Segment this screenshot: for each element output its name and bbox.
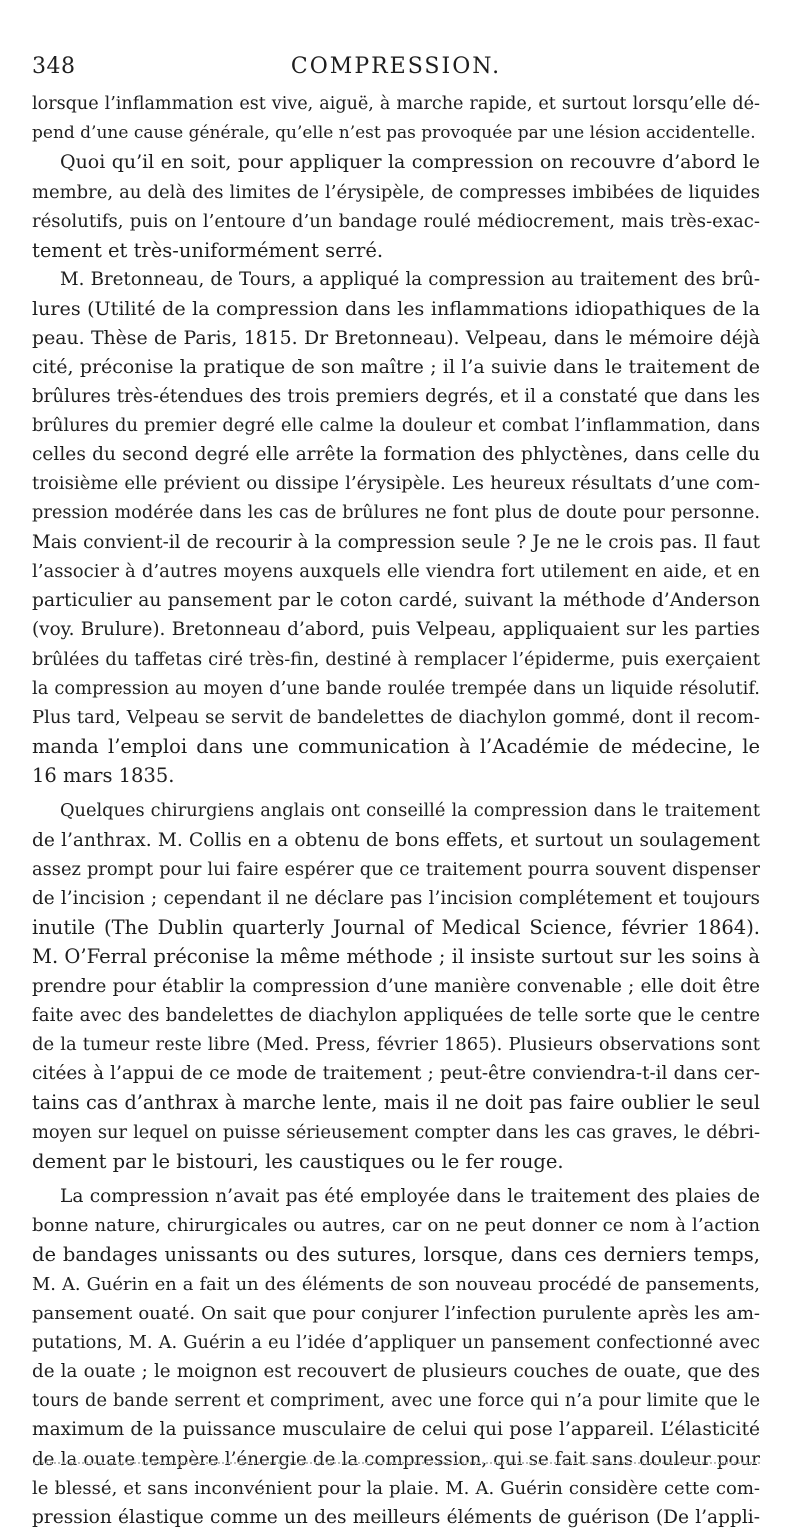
- text-line: celles du second degré elle arrête la formation des phlyctènes, dans celle du: [32, 444, 760, 466]
- text-line: troisième elle prévient ou dissipe l’érysipèle. Les heureux résultats d’une com-: [32, 473, 760, 495]
- text-line: la compression au moyen d’une bande roulée trempée dans un liquide résolutif.: [32, 677, 760, 699]
- text-line: pend d’une cause générale, qu’elle n’est pas provoquée par une lésion accidentelle.: [32, 123, 756, 144]
- text-line: tains cas d’anthrax à marche lente, mais il ne doit pas faire oublier le seul: [32, 1091, 760, 1115]
- text-line: peau. Thèse de Paris, 1815. Dr Bretonneau). Velpeau, dans le mémoire déjà: [32, 327, 760, 349]
- text-line: assez prompt pour lui faire espérer que ce traitement pourra souvent dispenser: [32, 858, 760, 880]
- text-line: de l’anthrax. M. Collis en a obtenu de bons effets, et surtout un soulagement: [32, 829, 760, 851]
- text-line: résolutifs, puis on l’entoure d’un bandage roulé médiocrement, mais très-exac-: [32, 210, 760, 232]
- text-line: de la tumeur reste libre (Med. Press, février 1865). Plusieurs observations sont: [32, 1034, 760, 1055]
- paragraph-2: [32, 148, 760, 265]
- text-line: tours de bande serrent et compriment, avec une force qui n’a pour limite que le: [32, 1390, 760, 1412]
- text-line: membre, au delà des limites de l’érysipèle, de compresses imbibées de liquides: [32, 181, 760, 203]
- text-line: le blessé, et sans inconvénient pour la plaie. M. A. Guérin considère cette com-: [32, 1477, 760, 1499]
- text-line: La compression n’avait pas été employée dans le traitement des plaies de: [60, 1185, 760, 1207]
- text-line: lures (Utilité de la compression dans les inflammations idiopathiques de la: [32, 297, 760, 321]
- text-line: Mais convient-il de recourir à la compression seule ? Je ne le crois pas. Il faut: [32, 531, 760, 553]
- text-line: Quoi qu’il en soit, pour appliquer la compression on recouvre d’abord le: [60, 151, 760, 174]
- text-line: pansement ouaté. On sait que pour conjurer l’infection purulente après les am-: [32, 1302, 760, 1324]
- text-line: putations, M. A. Guérin a eu l’idée d’appliquer un pansement confectionné avec: [32, 1331, 760, 1353]
- text-line: brûlées du taffetas ciré très-fin, destiné à remplacer l’épiderme, puis exerçaient: [32, 648, 760, 670]
- text-line: maximum de la puissance musculaire de celui qui pose l’appareil. L’élasticité: [32, 1419, 760, 1441]
- text-line: M. Bretonneau, de Tours, a appliqué la compression au traitement des brû-: [60, 269, 760, 291]
- text-line: moyen sur lequel on puisse sérieusement compter dans les cas graves, le débri-: [32, 1121, 760, 1143]
- page-header: [32, 54, 760, 84]
- running-title: COMPRESSION.: [290, 54, 502, 79]
- text-line: Quelques chirurgiens anglais ont conseillé la compression dans le traitement: [60, 800, 760, 821]
- text-line: faite avec des bandelettes de diachylon appliquées de telle sorte que le centre: [32, 1004, 760, 1026]
- page-number: 348: [32, 54, 76, 79]
- paragraph-4: [32, 797, 760, 1176]
- text-line: (voy. Brulure). Bretonneau d’abord, puis Velpeau, appliquaient sur les parties: [32, 619, 760, 641]
- paragraph-1: [32, 90, 760, 148]
- text-line: cité, préconise la pratique de son maître ; il l’a suivie dans le traitement de: [32, 355, 760, 378]
- paragraph-3: [32, 265, 760, 790]
- text-line: brûlures du premier degré elle calme la douleur et combat l’inflammation, dans: [32, 415, 760, 437]
- text-line: de bandages unissants ou des sutures, lorsque, dans ces derniers temps,: [32, 1243, 760, 1267]
- paragraph-5: [32, 1182, 760, 1532]
- text-line: lorsque l’inflammation est vive, aiguë, à marche rapide, et surtout lorsqu’elle dé-: [32, 94, 760, 114]
- text-line: Plus tard, Velpeau se servit de bandelettes de diachylon gommé, dont il recom-: [32, 706, 760, 728]
- text-line: 16 mars 1835.: [32, 764, 175, 788]
- text-line: brûlures très-étendues des trois premiers degrés, et il a constaté que dans les: [32, 385, 760, 407]
- text-line: particulier au pansement par le coton cardé, suivant la méthode d’Anderson: [32, 590, 760, 612]
- body-text: [32, 90, 760, 1532]
- text-line: tement et très-uniformément serré.: [32, 238, 384, 262]
- text-line: bonne nature, chirurgicales ou autres, car on ne peut donner ce nom à l’action: [32, 1215, 760, 1237]
- text-line: prendre pour établir la compression d’une manière convenable ; elle doit être: [32, 975, 760, 997]
- text-line: inutile (The Dublin quarterly Journal of Medical Science, février 1864).: [32, 916, 760, 940]
- text-line: de la ouate tempère l’énergie de la compression, qui se fait sans douleur pour: [32, 1448, 760, 1470]
- bottom-divider: [34, 1462, 760, 1464]
- text-line: manda l’emploi dans une communication à l’Académie de médecine, le: [32, 735, 760, 759]
- text-line: de l’incision ; cependant il ne déclare pas l’incision complétement et toujours: [32, 888, 760, 910]
- text-line: pression modérée dans les cas de brûlures ne font plus de doute pour personne.: [32, 502, 760, 523]
- text-line: l’associer à d’autres moyens auxquels elle viendra fort utilement en aide, et en: [32, 561, 760, 582]
- text-line: M. A. Guérin en a fait un des éléments de son nouveau procédé de pansements,: [32, 1273, 760, 1295]
- text-line: M. O’Ferral préconise la même méthode ; il insiste surtout sur les soins à: [32, 945, 760, 969]
- text-line: dement par le bistouri, les caustiques ou le fer rouge.: [32, 1149, 564, 1173]
- text-line: de la ouate ; le moignon est recouvert de plusieurs couches de ouate, que des: [32, 1361, 760, 1383]
- text-line: pression élastique comme un des meilleurs éléments de guérison (De l’appli-: [32, 1507, 760, 1528]
- text-line: citées à l’appui de ce mode de traitement ; peut-être conviendra-t-il dans cer-: [32, 1063, 760, 1085]
